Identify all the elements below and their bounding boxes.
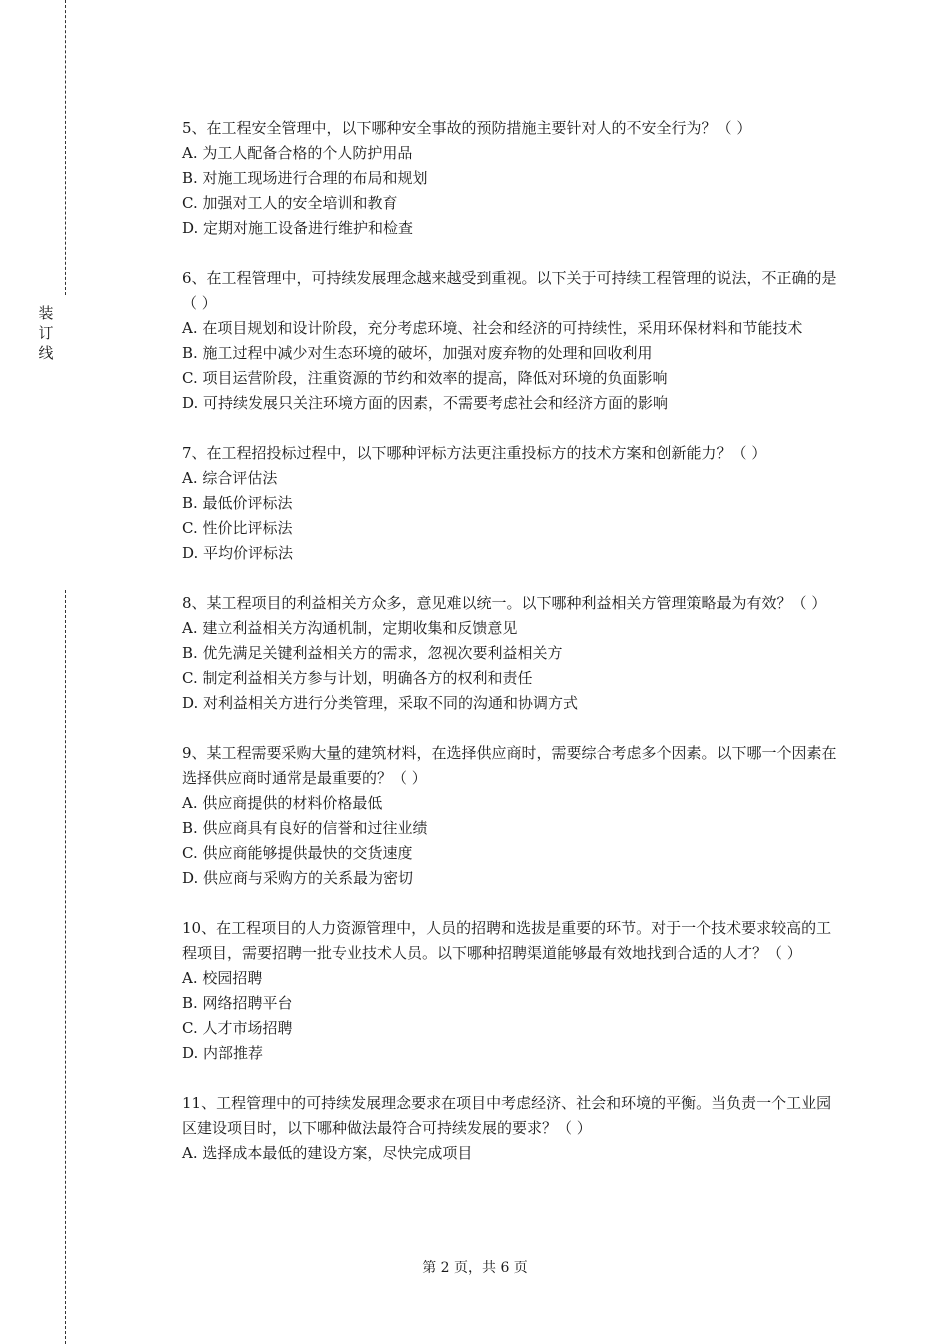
question-6 xyxy=(182,266,842,416)
binding-label xyxy=(36,303,56,363)
question-9 xyxy=(182,741,842,891)
option-a: A. 综合评估法 xyxy=(182,469,278,487)
page-number: 第 2 页，共 6 页 xyxy=(422,1260,528,1276)
option-a: A. 选择成本最低的建设方案，尽快完成项目 xyxy=(182,1144,473,1162)
option-b: B. 施工过程中减少对生态环境的破坏，加强对废弃物的处理和回收利用 xyxy=(182,344,653,362)
binding-line-bottom xyxy=(65,590,66,1344)
option-c: C. 项目运营阶段，注重资源的节约和效率的提高，降低对环境的负面影响 xyxy=(182,369,668,387)
option-d: D. 可持续发展只关注环境方面的因素，不需要考虑社会和经济方面的影响 xyxy=(182,394,669,412)
option-a: A. 供应商提供的材料价格最低 xyxy=(182,794,383,812)
option-a: A. 为工人配备合格的个人防护用品 xyxy=(182,144,413,162)
option-b: B. 网络招聘平台 xyxy=(182,994,293,1012)
option-c: C. 制定利益相关方参与计划，明确各方的权利和责任 xyxy=(182,669,533,687)
question-11 xyxy=(182,1091,842,1166)
option-c: C. 性价比评标法 xyxy=(182,519,293,537)
question-stem: 7、在工程招投标过程中，以下哪种评标方法更注重投标方的技术方案和创新能力？（ ） xyxy=(182,444,767,462)
binding-label-char: 装 xyxy=(38,304,54,322)
binding-line-top xyxy=(65,0,66,295)
option-b: B. 最低价评标法 xyxy=(182,494,293,512)
option-b: B. 对施工现场进行合理的布局和规划 xyxy=(182,169,428,187)
option-c: C. 供应商能够提供最快的交货速度 xyxy=(182,844,413,862)
option-a: A. 建立利益相关方沟通机制，定期收集和反馈意见 xyxy=(182,619,518,637)
question-list xyxy=(182,116,842,1191)
option-a: A. 校园招聘 xyxy=(182,969,263,987)
question-stem: 10、在工程项目的人力资源管理中，人员的招聘和选拔是重要的环节。对于一个技术要求较高的工程项目，需要招聘一批专业技术人员。以下哪种招聘渠道能够最有效地找到合适的人才？（ ） xyxy=(182,919,832,962)
question-stem: 9、某工程需要采购大量的建筑材料，在选择供应商时，需要综合考虑多个因素。以下哪一个因素在选择供应商时通常是最重要的？（ ） xyxy=(182,744,837,787)
question-8 xyxy=(182,591,842,716)
option-d: D. 定期对施工设备进行维护和检查 xyxy=(182,219,414,237)
binding-label-char: 订 xyxy=(38,324,54,342)
option-d: D. 内部推荐 xyxy=(182,1044,264,1062)
binding-label-char: 线 xyxy=(38,344,54,362)
option-c: C. 加强对工人的安全培训和教育 xyxy=(182,194,398,212)
option-a: A. 在项目规划和设计阶段，充分考虑环境、社会和经济的可持续性，采用环保材料和节能技术 xyxy=(182,319,803,337)
option-d: D. 平均价评标法 xyxy=(182,544,294,562)
question-5 xyxy=(182,116,842,241)
question-stem: 6、在工程管理中，可持续发展理念越来越受到重视。以下关于可持续工程管理的说法，不正确的是（ ） xyxy=(182,269,837,312)
option-b: B. 优先满足关键利益相关方的需求，忽视次要利益相关方 xyxy=(182,644,563,662)
option-d: D. 对利益相关方进行分类管理，采取不同的沟通和协调方式 xyxy=(182,694,579,712)
option-b: B. 供应商具有良好的信誉和过往业绩 xyxy=(182,819,428,837)
option-d: D. 供应商与采购方的关系最为密切 xyxy=(182,869,414,887)
question-10 xyxy=(182,916,842,1066)
question-stem: 11、工程管理中的可持续发展理念要求在项目中考虑经济、社会和环境的平衡。当负责一个工业园区建设项目时，以下哪种做法最符合可持续发展的要求？（ ） xyxy=(182,1094,832,1137)
option-c: C. 人才市场招聘 xyxy=(182,1019,293,1037)
question-7 xyxy=(182,441,842,566)
question-stem: 5、在工程安全管理中，以下哪种安全事故的预防措施主要针对人的不安全行为？（ ） xyxy=(182,119,752,137)
question-stem: 8、某工程项目的利益相关方众多，意见难以统一。以下哪种利益相关方管理策略最为有效？（ ） xyxy=(182,594,827,612)
